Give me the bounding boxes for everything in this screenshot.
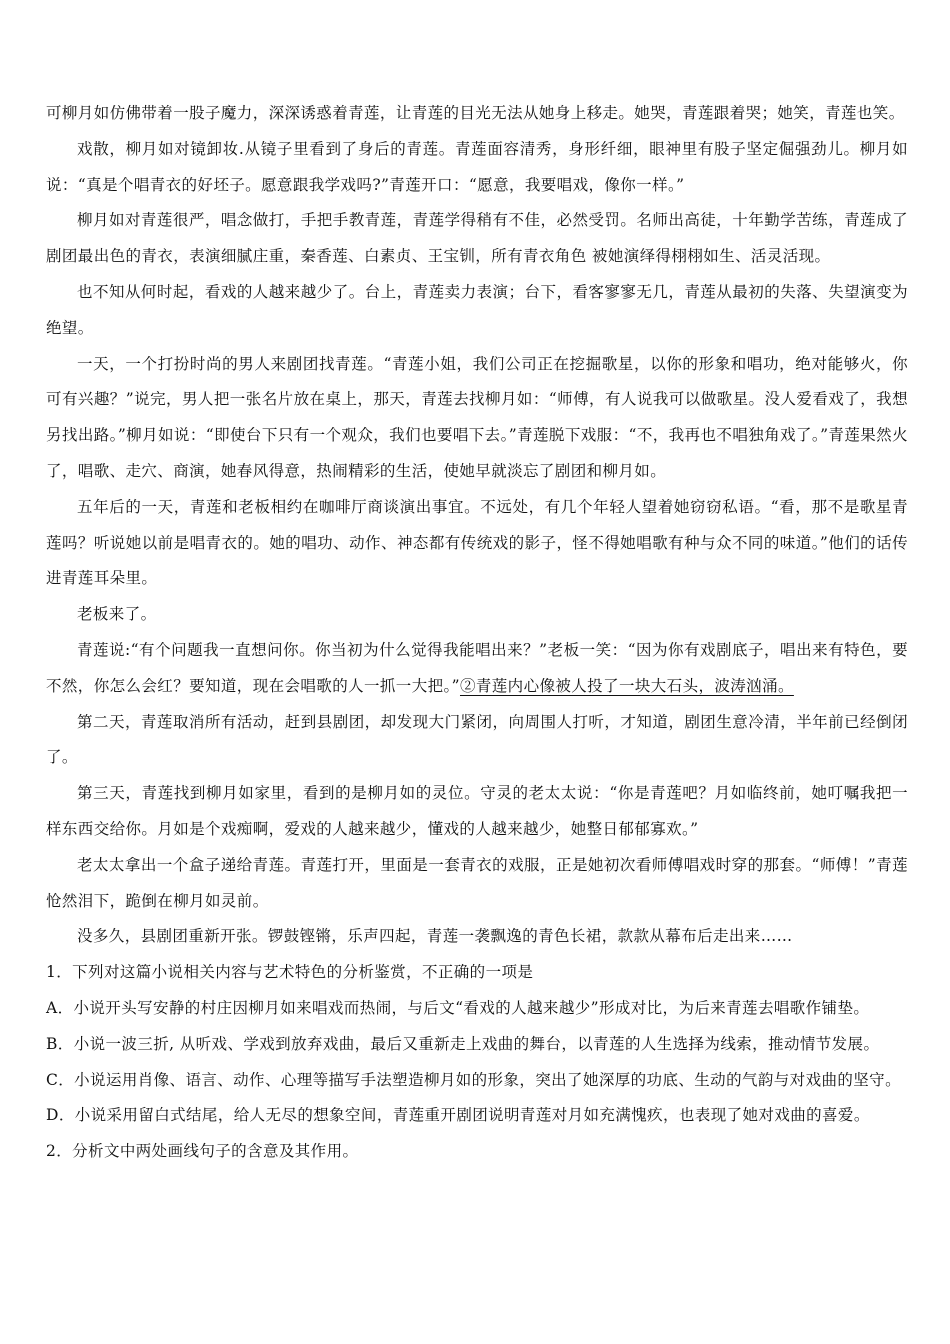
paragraph-11: 老太太拿出一个盒子递给青莲。青莲打开，里面是一套青衣的戏服，正是她初次看师傅唱戏时穿的那套。“师傅！”青莲怆然泪下，跪倒在柳月如灵前。 [46,855,908,910]
paragraph-9: 第二天，青莲取消所有活动，赶到县剧团，却发现大门紧闭，向周围人打听，才知道，剧团生意冷清，半年前已经倒闭了。 [46,712,908,767]
option-a: A．小说开头写安静的村庄因柳月如来唱戏而热闹，与后文“看戏的人越来越少”形成对比，为后来青莲去唱歌作铺垫。 [46,998,870,1017]
question-1: 1．下列对这篇小说相关内容与艺术特色的分析鉴赏，不正确的一项是 [46,963,534,982]
paragraph-8-text: 青莲说:“有个问题我一直想问你。你当初为什么觉得我能唱出来？”老板一笑：“因为你有戏剧底子，唱出来有特色，要不然，你怎么会红？要知道，现在会唱歌的人一抓一大把。” [46,640,908,695]
paragraph-12: 没多久，县剧团重新开张。锣鼓铿锵，乐声四起，青莲一袭飘逸的青色长裙，款款从幕布后走出来…… [77,927,793,946]
paragraph-3: 柳月如对青莲很严，唱念做打，手把手教青莲，青莲学得稍有不佳，必然受罚。名师出高徒，十年勤学苦练，青莲成了剧团最出色的青衣，表演细腻庄重，秦香莲、白素贞、王宝钏，所有青衣角色 被她演绎得栩栩如生、活灵活现。 [46,211,908,266]
option-b: B．小说一波三折, 从听戏、学戏到放弃戏曲，最后又重新走上戏曲的舞台，以青莲的人生选择为线索，推动情节发展。 [46,1034,880,1053]
question-2: 2．分析文中两处画线句子的含意及其作用。 [46,1142,359,1161]
paragraph-2: 戏散，柳月如对镜卸妆.从镜子里看到了身后的青莲。青莲面容清秀，身形纤细，眼神里有股子坚定倔强劲儿。柳月如说：“真是个唱青衣的好坯子。愿意跟我学戏吗?”青莲开口：“愿意，我要唱戏，像你一样。” [46,139,908,194]
underlined-sentence-2: ②青莲内心像被人投了一块大石头，波涛汹涌。 [459,676,794,695]
paragraph-8 [46,633,908,705]
document-body [46,96,908,1170]
paragraph-1: 可柳月如仿佛带着一股子魔力，深深诱惑着青莲，让青莲的目光无法从她身上移走。她哭，青莲跟着哭；她笑，青莲也笑。 [46,104,905,122]
paragraph-7: 老板来了。 [77,605,157,624]
option-c: C．小说运用肖像、语言、动作、心理等描写手法塑造柳月如的形象，突出了她深厚的功底、生动的气韵与对戏曲的坚守。 [46,1070,901,1089]
paragraph-5: 一天，一个打扮时尚的男人来剧团找青莲。“青莲小姐，我们公司正在挖掘歌星，以你的形象和唱功，绝对能够火，你可有兴趣？”说完，男人把一张名片放在桌上，那天，青莲去找柳月如：“师傅，有人说我可以做歌星。没人爱看戏了，我想另找出路。”柳月如说：“即使台下只有一个观众，我们也要唱下去。”青莲脱下戏服：“不，我再也不唱独角戏了。”青莲果然火了，唱歌、走穴、商演，她春风得意，热闹精彩的生活，使她早就淡忘了剧团和柳月如。 [46,354,908,480]
option-d: D．小说采用留白式结尾，给人无尽的想象空间，青莲重开剧团说明青莲对月如充满愧疚，也表现了她对戏曲的喜爱。 [46,1106,870,1125]
paragraph-6: 五年后的一天，青莲和老板相约在咖啡厅商谈演出事宜。不远处，有几个年轻人望着她窃窃私语。“看，那不是歌星青莲吗？听说她以前是唱青衣的。她的唱功、动作、神态都有传统戏的影子，怪不得她唱歌有种与众不同的味道。”他们的话传进青莲耳朵里。 [46,497,908,588]
paragraph-4: 也不知从何时起，看戏的人越来越少了。台上，青莲卖力表演；台下，看客寥寥无几，青莲从最初的失落、失望演变为绝望。 [46,282,908,337]
paragraph-10: 第三天，青莲找到柳月如家里，看到的是柳月如的灵位。守灵的老太太说：“你是青莲吧？月如临终前，她叮嘱我把一样东西交给你。月如是个戏痴啊，爱戏的人越来越少，懂戏的人越来越少，她整日郁郁寡欢。” [46,784,908,838]
